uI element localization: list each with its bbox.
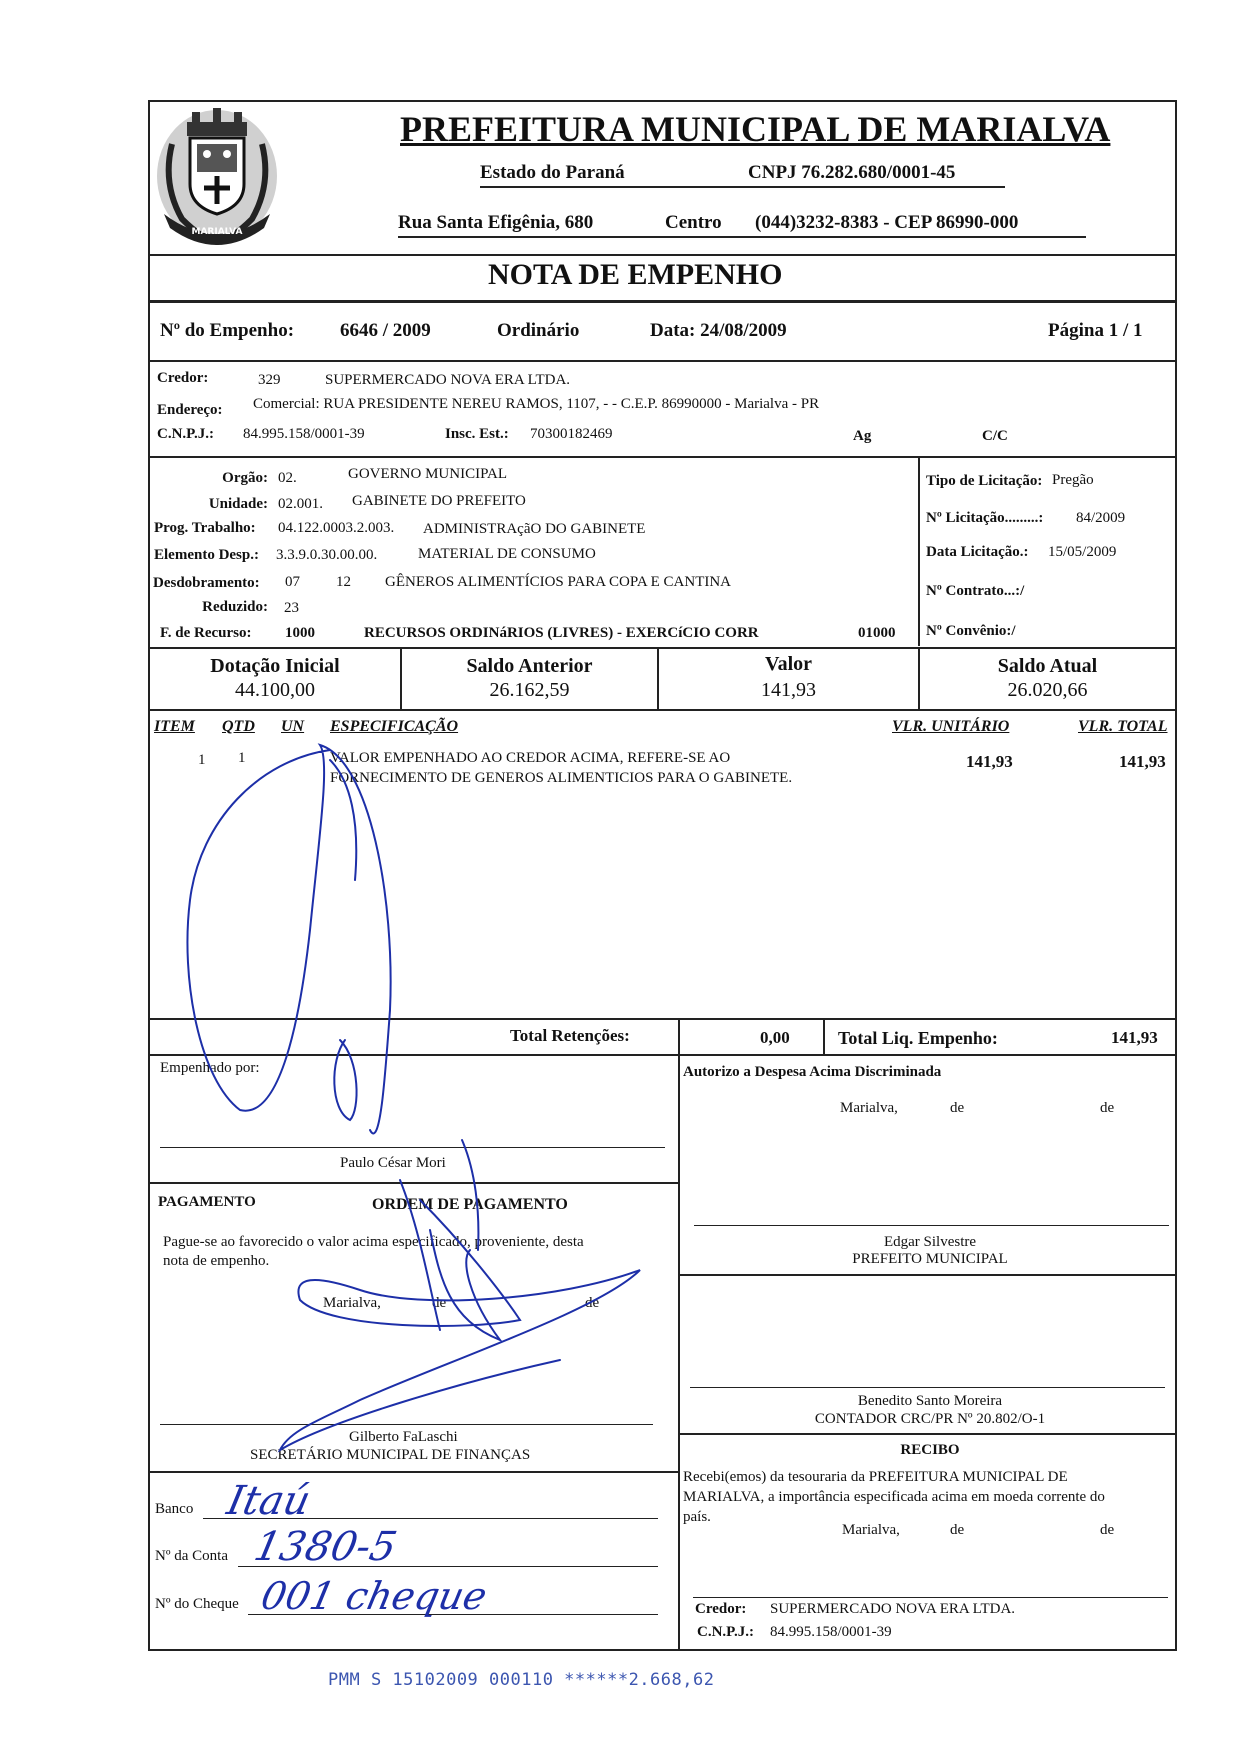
unidade-name: GABINETE DO PREFEITO (352, 493, 526, 509)
col-unit-header: VLR. UNITÁRIO (892, 718, 1010, 735)
signature-line (160, 1424, 653, 1425)
pagamento-de2: de (585, 1295, 600, 1311)
reduzido-label: Reduzido: (202, 599, 268, 615)
saldo-anterior-label: Saldo Anterior (466, 655, 593, 677)
rule (148, 1182, 679, 1184)
state-name: Estado do Paraná (480, 162, 625, 183)
rule (148, 254, 1177, 256)
banco-label: Banco (155, 1501, 194, 1517)
municipal-coat-of-arms (152, 104, 282, 250)
data-licitacao-label: Data Licitação.: (926, 544, 1029, 560)
credor-address: Comercial: RUA PRESIDENTE NEREU RAMOS, 1107, - - C.E.P. 86990000 - Marialva - PR (253, 396, 820, 412)
pagamento-de1: de (432, 1295, 447, 1311)
header-phone-cep: (044)3232-8383 - CEP 86990-000 (755, 212, 1019, 233)
liquido-label: Total Liq. Empenho: (838, 1028, 998, 1048)
prog-code: 04.122.0003.2.003. (278, 520, 395, 536)
rule (678, 1018, 680, 1054)
page-title: PREFEITURA MUNICIPAL DE MARIALVA (400, 109, 1111, 149)
credor-code: 329 (258, 372, 281, 388)
ordem-pagamento-title: ORDEM DE PAGAMENTO (372, 1196, 568, 1213)
signature-line (690, 1387, 1165, 1388)
recibo-cnpj: 84.995.158/0001-39 (770, 1624, 892, 1640)
num-licitacao-label: Nº Licitação.........: (926, 510, 1044, 526)
contrato-label: Nº Contrato...:/ (926, 583, 1025, 599)
empenhado-name: Paulo César Mori (340, 1155, 446, 1171)
empenhado-label: Empenhado por: (160, 1060, 260, 1076)
recurso-num: 01000 (858, 625, 896, 641)
saldo-atual-value: 26.020,66 (1007, 679, 1088, 701)
valor-label: Valor (764, 653, 813, 675)
page-number: Página 1 / 1 (1048, 320, 1143, 341)
prog-label: Prog. Trabalho: (154, 520, 256, 536)
desd-name: GÊNEROS ALIMENTÍCIOS PARA COPA E CANTINA (385, 574, 732, 590)
signature-line (694, 1225, 1169, 1226)
elem-name: MATERIAL DE CONSUMO (418, 546, 596, 562)
credor-cnpj: 84.995.158/0001-39 (243, 426, 365, 442)
recibo-line2: MARIALVA, a importância especificada acima em moeda corrente do (683, 1489, 1105, 1505)
recibo-de1: de (950, 1522, 965, 1538)
ag-label: Ag (853, 428, 872, 444)
item-number: 1 (198, 752, 206, 768)
unidade-code: 02.001. (278, 496, 323, 512)
unidade-label: Unidade: (208, 496, 268, 512)
secretario-name: Gilberto FaLaschi (349, 1429, 458, 1445)
insc-label: Insc. Est.: (445, 426, 509, 442)
rule (148, 1471, 679, 1473)
col-total-header: VLR. TOTAL (1078, 718, 1168, 735)
recibo-line3: país. (683, 1509, 711, 1525)
prog-name: ADMINISTRAçãO DO GABINETE (423, 521, 646, 537)
dotacao-value: 44.100,00 (235, 679, 315, 701)
reduzido-value: 23 (284, 600, 299, 616)
orgao-code: 02. (278, 470, 297, 486)
saldo-atual-label: Saldo Atual (997, 655, 1098, 677)
autorizo-de1: de (950, 1100, 965, 1116)
signature-line (693, 1597, 1168, 1598)
autorizo-label: Autorizo a Despesa Acima Discriminada (683, 1064, 942, 1080)
col-item-header: ITEM (154, 718, 195, 735)
empenho-number: 6646 / 2009 (340, 320, 431, 341)
item-qtd: 1 (238, 750, 246, 766)
pagamento-text-line1: Pague-se ao favorecido o valor acima especificado, proveniente, desta (163, 1234, 584, 1250)
num-licitacao: 84/2009 (1076, 510, 1126, 526)
rule (148, 1054, 1177, 1056)
valor-value: 141,93 (761, 679, 816, 701)
rule (823, 1018, 825, 1054)
recurso-name: RECURSOS ORDINáRIOS (LIVRES) - EXERCíCIO CORR (364, 625, 759, 641)
tipo-licitacao-label: Tipo de Licitação: (926, 473, 1043, 489)
rule (678, 1274, 1177, 1276)
convenio-label: Nº Convênio:/ (926, 623, 1016, 639)
saldo-anterior-value: 26.162,59 (489, 679, 570, 701)
credor-label: Credor: (157, 370, 209, 386)
desd-label: Desdobramento: (153, 575, 260, 591)
payment-stamp: PMM S 15102009 000110 ******2.668,62 (328, 1670, 715, 1690)
recibo-cnpj-label: C.N.P.J.: (697, 1624, 754, 1640)
rule (918, 456, 920, 646)
credor-name: SUPERMERCADO NOVA ERA LTDA. (325, 372, 571, 388)
recurso-label: F. de Recurso: (160, 625, 252, 641)
desd-b: 12 (336, 574, 351, 590)
data-licitacao: 15/05/2009 (1048, 544, 1117, 560)
recibo-line1: Recebi(emos) da tesouraria da PREFEITURA MUNICIPAL DE (683, 1469, 1068, 1485)
rule (148, 360, 1177, 362)
contador-role: CONTADOR CRC/PR Nº 20.802/O-1 (814, 1411, 1046, 1427)
address-label: Endereço: (157, 402, 223, 418)
item-unit-value: 141,93 (966, 752, 1013, 771)
recibo-credor: SUPERMERCADO NOVA ERA LTDA. (770, 1601, 1016, 1617)
recibo-place: Marialva, (842, 1522, 900, 1538)
state-underline (480, 186, 1005, 188)
tipo-licitacao: Pregão (1052, 472, 1094, 488)
secretario-role: SECRETÁRIO MUNICIPAL DE FINANÇAS (250, 1447, 531, 1463)
elem-code: 3.3.9.0.30.00.00. (276, 547, 378, 563)
retencoes-label: Total Retenções: (510, 1026, 630, 1045)
orgao-name: GOVERNO MUNICIPAL (348, 466, 508, 482)
pagamento-label: PAGAMENTO (158, 1194, 256, 1210)
recibo-credor-label: Credor: (695, 1601, 747, 1617)
rule (678, 1433, 1177, 1435)
cheque-label: Nº do Cheque (155, 1596, 239, 1612)
col-spec-header: ESPECIFICAÇÃO (330, 718, 459, 735)
rule (678, 1054, 680, 1650)
prefeito-role: PREFEITO MUNICIPAL (852, 1251, 1008, 1267)
rule (148, 300, 1177, 303)
pagamento-text-line2: nota de empenho. (163, 1253, 270, 1269)
empenho-type: Ordinário (497, 320, 580, 341)
header-district: Centro (665, 212, 722, 233)
item-spec-line2: FORNECIMENTO DE GENEROS ALIMENTICIOS PARA O GABINETE. (330, 770, 793, 786)
rule (148, 456, 1177, 458)
address-underline (398, 236, 1086, 238)
retencoes-value: 0,00 (760, 1028, 790, 1047)
liquido-value: 141,93 (1111, 1028, 1158, 1047)
desd-a: 07 (285, 574, 300, 590)
cnpj-label: C.N.P.J.: (157, 426, 214, 442)
credor-insc: 70300182469 (530, 426, 613, 442)
orgao-label: Orgão: (222, 470, 268, 486)
conta-label: Nº da Conta (155, 1548, 228, 1564)
item-total-value: 141,93 (1119, 752, 1166, 771)
prefeito-name: Edgar Silvestre (883, 1234, 977, 1250)
item-spec-line1: VALOR EMPENHADO AO CREDOR ACIMA, REFERE-SE AO (330, 750, 731, 766)
cc-label: C/C (982, 428, 1008, 444)
cheque-handwritten: 001 cheque (257, 1574, 491, 1618)
conta-handwritten: 1380-5 (250, 1524, 401, 1570)
empenho-number-label: Nº do Empenho: (160, 320, 295, 341)
contador-name: Benedito Santo Moreira (857, 1393, 1003, 1409)
autorizo-de2: de (1100, 1100, 1115, 1116)
recurso-code: 1000 (285, 625, 315, 641)
rule (148, 1018, 1177, 1020)
svg-text:MARIALVA: MARIALVA (191, 227, 243, 237)
elem-label: Elemento Desp.: (154, 547, 259, 563)
pagamento-place: Marialva, (323, 1295, 381, 1311)
banco-handwritten: Itaú (223, 1478, 315, 1524)
col-qtd-header: QTD (222, 718, 255, 735)
col-un-header: UN (281, 718, 305, 735)
header-cnpj: CNPJ 76.282.680/0001-45 (748, 162, 956, 183)
header-street: Rua Santa Efigênia, 680 (398, 212, 594, 233)
doc-title: NOTA DE EMPENHO (488, 258, 783, 291)
recibo-title: RECIBO (900, 1442, 960, 1458)
rule (148, 647, 1177, 649)
recibo-de2: de (1100, 1522, 1115, 1538)
rule (148, 709, 1177, 711)
dotacao-label: Dotação Inicial (210, 655, 340, 677)
autorizo-place: Marialva, (840, 1100, 898, 1116)
empenho-date: Data: 24/08/2009 (650, 320, 787, 341)
signature-line (160, 1147, 665, 1148)
